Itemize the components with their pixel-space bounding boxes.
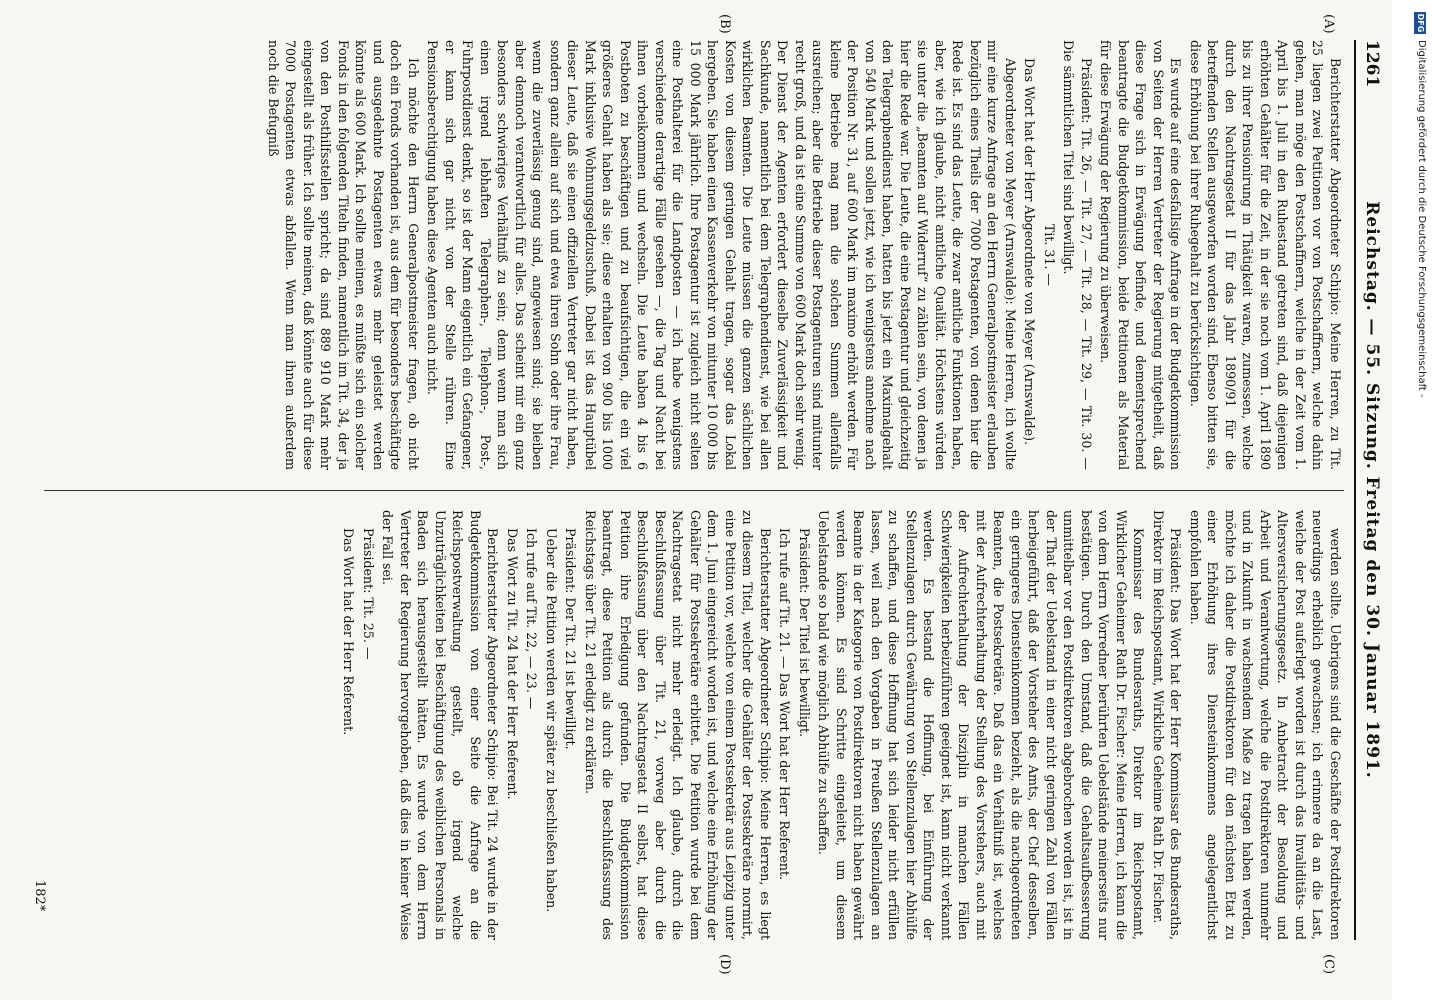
column-divider [44,490,1344,491]
paragraph: Präsident: Der Tit. 21 ist bewilligt. [563,528,579,750]
paragraph: Berichterstatter Abgeordneter Schipio: Meine Herren, es liegt zu diesem Titel, welcher die Gehälter der Postsekretäre normirt, eine Petition vor, welche von einem Postsekretär aus Leipzig unter dem 1. Juni eingereicht worden ist, und welche eine Erhöhung der Gehälter für Postsekretäre erbittet. Die Petition wurde bei dem Nachtragsetat nicht mehr erledigt. Ich glaube, durch die Beschlußfassung über Tit. 21, vorweg aber durch die Beschlußfassung über den Nachtragsetat II selbst, hat diese Petition ihre Erledigung gefunden. Die Budgetkommission beantragt, diese Petition als durch die Beschlußfassung des Reichstags über Tit. 21 erledigt zu erklären. [583,510,773,940]
margin-marker-b: (B) [717,14,732,34]
paragraph: Abgeordneter von Meyer (Arnswalde): Meine Herren, ich wollte mir eine kurze Anfrage an den Herrn Generalpostmeister erlauben bezüglich eines Theils der 7000 Postagenten, von denen hier die Rede ist. Es sind das Leute, die zwar amtliche Funktionen haben, aber, wie ich glaube, nicht amtliche Qualität. Höchstens würden sie unter die „Beamten auf Widerruf“ zu zählen sein, von denen ja hier die Rede war. Die Leute, die eine Postagentur und gleichzeitig den Telegraphendienst haben, hatten bis jetzt ein Maximalgehalt von 540 Mark und sollen jetzt, wie ich wenigstens annehme nach der Position Nr. 31, auf 600 Mark im maximo erhöht werden. Für kleine Betriebe mag man die solchen Summen allenfalls ausreichen; aber die Betriebe dieser Postagenturen sind mitunter recht groß, und da ist eine Summe von 600 Mark doch sehr wenig. Der Dienst der Agenten erfordert dieselbe Zuverlässigkeit und Sachkunde, namentlich bei dem Telegraphendienst, wie bei allen wirklichen Beamten. Die Leute müssen die ganzen sächlichen Kosten von diesem geringen Gehalt tragen, sogar das Lokal hergeben. Sie haben einen Kassenverkehr von mitunter 10 000 bis 15 000 Mark jährlich. Ihre Postagentur ist zugleich nicht selten eine Posthalterei für die Landposten — ich habe wenigstens verschiedene derartige Fälle gesehen —, die Tag und Nacht bei ihnen vorbeikommen und wechseln. Die Leute haben 4 bis 6 Postboten zu beschäftigen und zu beaufsichtigen, die ein viel größeres Gehalt haben als sie; diese erhalten von 900 bis 1000 Mark inklusive Wohnungsgeldzuschuß. Dabei ist das Hauptübel dieser Leute, daß sie einen offiziellen Vertreter gar nicht haben, sondern ganz allein auf sich und etwa ihren Sohn oder ihre Frau, wenn die zuverlässig genug sind, angewiesen sind; sie bleiben aber dennoch verantwortlich für alles. Das scheint mir ein ganz besonders schwieriges Verhältniß zu sein; denn wenn man sich einen irgend lebhaften Telegraphen-, Telephon-, Post-, Fuhrpostdienst denkt, so ist der Mann eigentlich ein Gefangener, er kann sich gar nicht von der Stelle rühren. Eine Pensionsberechtigung haben diese Agenten auch nicht. [425,40,1018,470]
page-title: Reichstag. — 55. Sitzung. Freitag den 30. Januar 1891. [1362,201,1382,779]
page-header [1354,40,1386,940]
paragraph: Ich rufe auf Tit. 22, — 23. — [524,528,540,710]
paragraph: Präsident: Tit. 26, — Tit. 27, — Tit. 28, — Tit. 29, — Tit. 30. — Die sämmtlichen Titel sind bewilligt. [1061,40,1094,470]
paragraph: Ich rufe auf Tit. 21. — Das Wort hat der Herr Referent. [777,528,793,881]
paragraph: Präsident: Der Titel ist bewilligt. [797,528,812,738]
sheet-signature: 182* [32,880,47,912]
digitization-credit: Digitalisierung gefördert durch die Deutsche Forschungsgemeinschaft - [1416,40,1427,398]
paragraph: Es wurde auf eine desfallsige Anfrage in der Budgetkommission von Seiten der Herren Vertreter der Regierung mitgetheilt, daß diese Frage sich in Erwägung befinde, und dementsprechend beantragte die Budgetkommission, beide Petitionen als Material für diese Erwägung der Regierung zu überweisen. [1098,40,1184,470]
margin-marker-c: (C) [1321,954,1336,975]
paragraph: werden sollte. Uebrigens sind die Geschäfte der Postdirektoren neuerdings erheblich gewachsen; ich erinnere da an die Last, welche der Post auferlegt worden ist durch das Invaliditäts- und Altersversicherungsgesetz. In Anbetracht der Besoldung und Arbeit und Verantwortung, welche die Postdirektoren nunmehr und in Zukunft in wachsendem Maße zu tragen haben werden, möchte ich daher die Postdirektoren für den nächsten Etat zu einer Erhöhung ihres Diensteinkommens angelegentlichst empfohlen haben. [1188,510,1343,940]
paragraph: Das Wort hat der Herr Abgeordnete von Meyer (Arnswalde). [1022,58,1038,446]
paragraph: Präsident: Tit. 25. — [361,528,376,660]
column-right [64,510,1344,940]
paragraph: Ueber die Petition werden wir später zu beschließen haben. [544,528,559,913]
paragraph: Das Wort zu Tit. 24 hat der Herr Referent. [505,528,520,800]
page-number: 1261 [1362,40,1382,88]
paragraph: Präsident: Das Wort hat der Herr Kommissar des Bundesraths, Direktor im Reichspostamt, Wirkliche Geheime Rath Dr. Fischer. [1151,510,1184,940]
credit-strip [1392,0,1432,1000]
paragraph: Das Wort hat der Herr Referent. [341,528,357,736]
paragraph: Berichterstatter Abgeordneter Schipio: Bei Tit. 24 wurde in der Budgetkommission von einer Seite die Anfrage an die Reichspostverwaltung gestellt, ob irgend welche Unzuträglichkeiten bei Beschäftigung des weiblichen Personals in Baden sich herausgestellt hätten. Es wurde von dem Herrn Vertreter der Regierung hervorgehoben, daß dies in keiner Weise der Fall sei. [380,510,501,940]
paragraph: Berichterstatter Abgeordneter Schipio: Meine Herren, zu Tit. 25 liegen zwei Petitionen vor von Postschaffnern, welche dahin gehen, man möge den Postschaffnern, welche in der Zeit vom 1. April bis 1. Juli in den Ruhestand getreten sind, daß diejenigen erhöhten Gehälter für die Zeit, in der sie noch vom 1. April 1890 bis zu ihrer Pensionirung in Thätigkeit waren, zumessen, welche durch den Nachtragsetat II für das Jahr 1890/91 für die betreffenden Stellen ausgeworfen worden sind. Ebenso bitten sie, diese Erhöhung bei ihrer Ruhegehalt zu berücksichtigen. [1188,40,1343,470]
column-left [64,40,1344,470]
margin-marker-a: (A) [1321,14,1336,34]
margin-marker-d: (D) [717,954,732,975]
paragraph: Tit. 31. — [1042,223,1057,287]
paragraph: Kommissar des Bundesraths, Direktor im Reichspostamt, Wirklicher Geheimer Rath Dr. Fischer: Meine Herren, ich kann die von dem Herrn Vorredner berührten Uebelstände meinerseits nur bestätigen. Durch den Umstand, daß die Gehaltsaufbesserung unmittelbar vor den Postdirektoren abgebrochen worden ist, ist in der That der Uebelstand in einer nicht geringen Zahl von Fällen herbeigeführt, daß der Vorsteher des Amts, der Chef desselben, ein geringeres Diensteinkommen bezieht, als die nachgeordneten Beamten, die Postsekretäre. Daß das ein Verhältniß ist, welches mit der Aufrechterhaltung der Stellung des Vorstehers, auch mit der Aufrechterhaltung der Disziplin in manchen Fällen Schwierigkeiten herbeizuführen geeignet ist, kann nicht verkannt werden. Es bestand die Hoffnung, bei Einführung der Stellenzulagen durch Gewährung von Stellenzulagen hier Abhülfe zu schaffen, und diese Hoffnung hat sich leider nicht erfüllen lassen, weil nach den Vorgaben in Preußen Stellenzulagen an Beamte in der Kategorie von Postdirektoren nicht haben gewährt werden können. Es sind Schritte eingeleitet, um diesem Uebelstande so bald wie möglich Abhülfe zu schaffen. [816,510,1147,940]
dfg-logo: DFG [1416,13,1425,33]
paragraph: Ich möchte den Herrn Generalpostmeister fragen, ob nicht doch ein Fonds vorhanden ist, aus dem für besonders beschäftigte und ausgedehnte Postagenten etwas mehr geleistet werden könnte als 600 Mark. Ich sollte meinen, es müßte sich ein solcher Fonds in den folgenden Titeln finden, namentlich im Tit. 34, der ja von den Posthilfsstellen spricht; da sind 889 910 Mark mehr eingestellt als früher. Ich sollte meinen, daß könnte auch für diese 7000 Postagenten etwas abfallen. Wenn man ihnen außerdem noch die Befugniß [266,40,421,470]
header-rule [1354,40,1356,940]
